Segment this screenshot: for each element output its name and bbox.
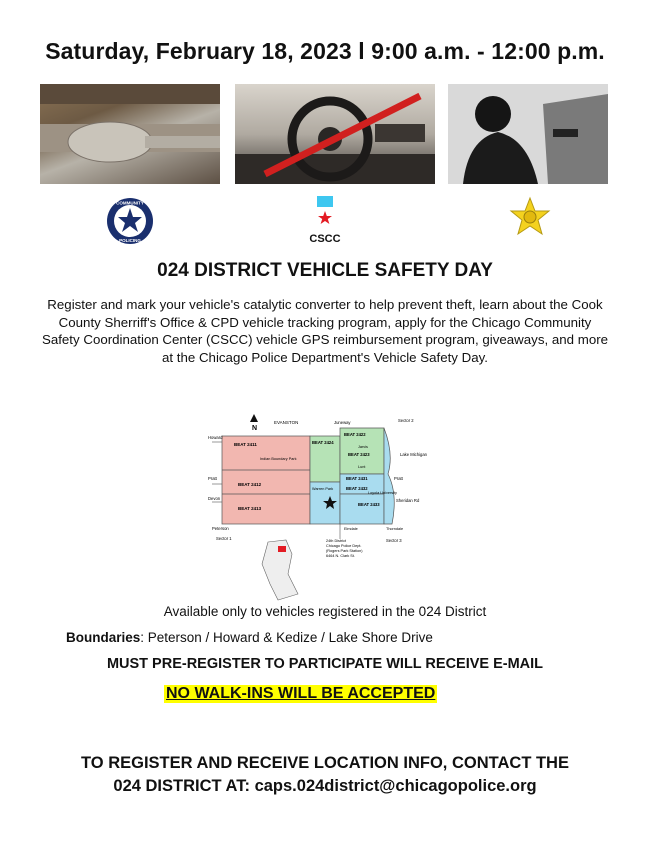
svg-text:BEAT 2412: BEAT 2412 <box>238 482 262 487</box>
svg-text:24th District: 24th District <box>326 539 347 543</box>
svg-text:Juneway: Juneway <box>334 420 351 425</box>
svg-text:Chicago Police Dept.: Chicago Police Dept. <box>326 544 362 548</box>
contact-info <box>0 752 650 798</box>
svg-text:EVANSTON: EVANSTON <box>274 420 299 425</box>
svg-text:BEAT 2422: BEAT 2422 <box>344 432 366 437</box>
svg-text:BEAT 2432: BEAT 2432 <box>346 486 368 491</box>
svg-text:Pratt: Pratt <box>208 476 217 481</box>
svg-text:BEAT 2411: BEAT 2411 <box>234 442 257 447</box>
svg-text:Devon: Devon <box>208 496 221 501</box>
svg-text:BEAT 2431: BEAT 2431 <box>346 476 368 481</box>
svg-text:CSCC: CSCC <box>309 233 341 245</box>
svg-text:BEAT 2423: BEAT 2423 <box>348 452 370 457</box>
district-map <box>208 414 438 609</box>
contact-line-2: 024 DISTRICT AT: caps.024district@chicagopolice.org <box>113 777 537 795</box>
community-policing-logo <box>106 197 154 245</box>
svg-text:Warren Park: Warren Park <box>312 487 334 491</box>
svg-text:Lake Michigan: Lake Michigan <box>400 452 428 457</box>
eligibility-note: Available only to vehicles registered in the 024 District <box>163 604 487 619</box>
svg-text:Sector 3: Sector 3 <box>386 538 402 543</box>
svg-text:POLICING: POLICING <box>119 238 141 243</box>
svg-text:Thorndale: Thorndale <box>386 527 404 531</box>
contact-line-1: TO REGISTER AND RECEIVE LOCATION INFO, CONTACT THE <box>81 754 569 772</box>
event-title: 024 DISTRICT VEHICLE SAFETY DAY <box>157 260 493 281</box>
svg-text:Sector 1: Sector 1 <box>216 536 232 541</box>
svg-text:Jarvis: Jarvis <box>358 445 368 449</box>
event-description: Register and mark your vehicle's catalytic converter to help prevent theft, learn about the Cook County Sherriff's Office & CPD vehicle tracking program, apply for the Chicago Community Safety Coordination Center (CSCC) vehicle GPS reimbursement program, giveaways, and more at the Chicago Police Department's Vehicle Safety Day. <box>41 297 609 365</box>
photo-car-thief <box>448 84 608 184</box>
svg-text:Lunt: Lunt <box>358 465 366 469</box>
svg-text:Elmdale: Elmdale <box>344 527 358 531</box>
event-date-time: Saturday, February 18, 2023 l 9:00 a.m. - 12:00 p.m. <box>45 38 605 64</box>
svg-text:BEAT 2433: BEAT 2433 <box>358 502 380 507</box>
svg-text:N: N <box>252 425 258 432</box>
no-walkins-notice: NO WALK-INS WILL BE ACCEPTED <box>166 685 436 702</box>
sheriff-star-logo <box>507 196 553 242</box>
preregister-notice: MUST PRE-REGISTER TO PARTICIPATE WILL RECEIVE E-MAIL <box>106 656 544 672</box>
svg-text:Sheridan Rd: Sheridan Rd <box>396 498 420 503</box>
boundaries-line <box>66 630 433 645</box>
svg-text:Howard: Howard <box>208 435 223 440</box>
cscc-logo <box>300 196 350 246</box>
svg-text:Pratt: Pratt <box>394 476 403 481</box>
svg-text:Loyola University: Loyola University <box>368 491 397 495</box>
svg-text:Indian Boundary Park: Indian Boundary Park <box>260 457 297 461</box>
boundaries-label: Boundaries <box>66 630 141 645</box>
photo-catalytic-converter <box>40 84 220 184</box>
svg-text:BEAT 2413: BEAT 2413 <box>238 506 262 511</box>
svg-text:Peterson: Peterson <box>212 526 229 531</box>
photo-steering-wheel-lock <box>235 84 435 184</box>
boundaries-value: : Peterson / Howard & Kedize / Lake Shore Drive <box>140 630 433 645</box>
svg-text:Sector 2: Sector 2 <box>398 418 414 423</box>
svg-text:6464 N. Clark St.: 6464 N. Clark St. <box>326 554 355 558</box>
svg-text:(Rogers Park Station): (Rogers Park Station) <box>326 549 363 553</box>
svg-text:BEAT 2424: BEAT 2424 <box>312 440 334 445</box>
svg-text:COMMUNITY: COMMUNITY <box>116 200 144 206</box>
